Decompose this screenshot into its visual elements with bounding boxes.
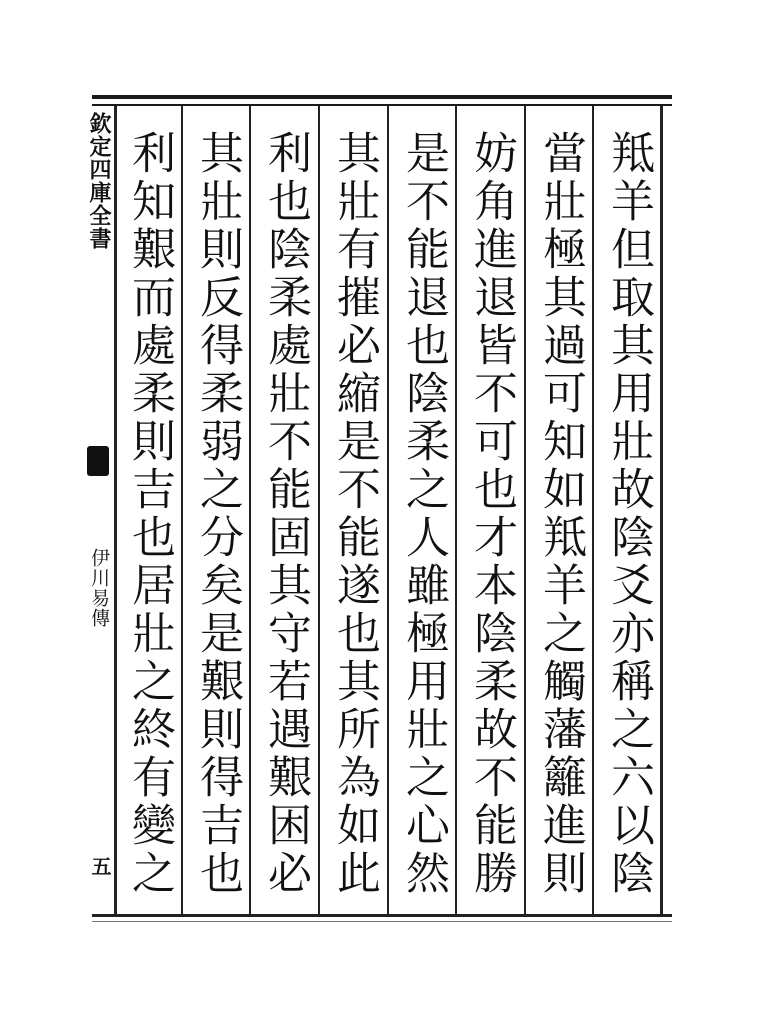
column-divider [114,106,117,916]
bottom-border-rule-thin [92,921,672,922]
top-border-rule [92,95,672,99]
column-divider [318,106,320,916]
column-divider [387,106,389,916]
text-column-8: 利知艱而處柔則吉也居壯之終有變之 [124,130,175,898]
bottom-border-rule [92,914,672,917]
column-divider [455,106,457,916]
text-column-1: 羝羊但取其用壯故陰爻亦稱之六以陰 [603,130,654,898]
work-title: 伊川易傳 [88,548,110,628]
text-column-3: 妨角進退皆不可也才本陰柔故不能勝 [466,130,517,898]
column-divider [592,106,594,916]
page-number: 五 [88,856,112,876]
column-divider [524,106,526,916]
text-column-5: 其壯有摧必縮是不能遂也其所為如此 [329,130,380,898]
column-divider [660,106,663,916]
page-margin-column [86,108,114,916]
text-column-2: 當壯極其過可知如羝羊之觸藩籬進則 [535,130,586,898]
top-border-rule-thin [92,104,672,106]
text-column-6: 利也陰柔處壯不能固其守若遇艱困必 [260,130,311,898]
column-divider [249,106,251,916]
book-title: 欽定四庫全書 [86,112,112,250]
text-column-7: 其壯則反得柔弱之分矣是艱則得吉也 [192,130,243,898]
fish-tail-mark [87,446,109,476]
text-column-4: 是不能退也陰柔之人雖極用壯之心然 [398,130,449,898]
column-divider [181,106,183,916]
